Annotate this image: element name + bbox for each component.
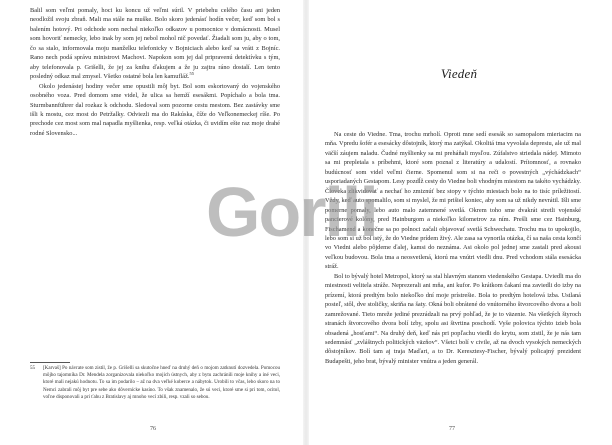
left-page-number: 76 xyxy=(150,426,156,432)
right-paragraph-2: Bol to bývalý hotel Metropol, ktorý sa stal hlavným stanom viedenského Gestapa. Uviedli ma do miestnosti velitela stráže. Neprezerali ani mňa, ani kufor. Po krátkom čakaní ma zaviedli do izby na prízemí, ktorá predtým bolo niekoľko dní moje prístrešie. Bola to predtým hotelová izba. Ustlaná posteľ, stôl, dve stoličky, skriňa na šaty. Okná boli obrátené do vnútorného štvorcového dvora a boli zamrežované. Tieto mreže jediné prezrádzali na prvý pohľad, že je to väzenie. Na všetkých štyroch stranách štvorcového dvora bolí izby, spolu asi štvrtina poschodí. Vyše polovica týchto izieb bola obsadená „hosťami“. Na druhý deň, keď nás pri popľachu viedli do krytu, som zistil, že je nás tam sedemnásť „zvláštnych politických väzňov“. Všetci bolí v civile, až na dvoch vysokých nemeckých dôstojníkov. Bolí tam aj traja Maďari, a to Dr. Keresztesy-Fischer, bývalý policajný prezident Budapešti, jeho brat, bývalý minister vnútra a jeden generál. xyxy=(325,272,581,365)
right-paragraph-1: Na ceste do Viedne. Tma, trochu mrholí. Oproti mne sedí esesák so samopalom mieriacim na mňa. Vpredu šofér a esesácky dôstojník, ktorý ma zatýkal. Okolitá tma vyvolala depresiu, ale už mal väčší záujem naladu. Čudné myšlienky sa mi preháňali mysľou. Zúfalstvo striedala nádej. Mimoto sa mi prepletala s príbehmi, ktoré som poznal z literatúry a udalostí. Prítomnosť, a rovnako budúcnosť som videl veľmi čierne. Spomenul som si na reči o povestných „výchádzkach“ usporiadaných Gestapom. Lesy pozdĺž cesty do Viedne boli vhodným miestom na takéto vychádzky. Človeka zlikvidovať a nechať ho zmiznúť bez stopy v týchto miestach bolo na to tisíc príležitostí. Vždy, keď auto spomalilo, som si myslel, že mi prišiel koniec, aby som sa už nikdy nevrátil. Išli sme pomerne pomaly, lebo auto malo zatemnené svetlá. Okrem toho sme dvakrát stretli vojenské pancierové kolóny, pred Hainburgom a niekoľko kilometrov za ním. Prešli sme cez Hainburg, Fischamend a konečne sa po polnoci začali objavovať svetlá Schwechatu. Trochu ma to upokojilo, lebo som si už bol istý, že do Viedne prídem živý. Ale zasa sa vynorila otázka, čí sa naša cesta končí vo Viedni alebo pôjdeme ďalej, kamsi do neznáma. Asi okolo pol jednej sme zastali pred akousi veľkou budovou. Bola tma a neosvetlená, ktorú ma vnútri viedli dnu. Pred vchodom stála esesácka stráž. xyxy=(325,131,581,271)
right-page-number: 77 xyxy=(449,426,455,432)
footnote-reference: 55 xyxy=(189,71,194,77)
left-paragraph-2: Okolo jedenástej hodiny večer sme opustili môj byt. Bol som eskortovaný do vojenského osobného voza. Pred domom sme videl, že ulica sa hemží esesákmi. Popíchalo a bola tma. Sturmbannführer dal rozkaz k odchodu. Sledoval som pozorne cestu mestom. Bez zastávky sme išli k mostu, cez most do Petržalky. Odviezli ma do Rakúska, číže do Veľkonemeckej ríše. Po prechode cez most som mal napadla myšlienka, resp. veľká otázka, či uvidím ešte raz moje drahé rodné Slovensko... xyxy=(30,82,280,137)
watermark-text: Gorili xyxy=(206,173,377,251)
left-paragraph-1 xyxy=(30,6,280,82)
footnote-text: [Karvaš] Po návrate som zistil, že p. Grišelli sa skutočne hneď na druhý deň o mojom zatknutí dozvedela. Pomocou môjho tajomníka Dr. Mendela zorganizovala niekoľko mojich ústnych, aby z bytu zachránili moje knihy a iné veci, ktoré mali nejakú hodnotu. To sa im podarilo – až na dva veľké koberce a nábytok. Urobili to včas, lebo skoro na to Nemci zabrali môj byt pre sebe ako dôvernícke kasíno. To však znamenalo, že sú veci, ktoré sme si pri tom, ocitol, voľne disponovali a pri ťahu z Bratislavy aj mnoho vecí zbili, resp. vzali so sebou. xyxy=(43,365,280,400)
left-paragraph-1-text: Balil som veľmi pomaly, hoci ku koncu už veľmi súril. V priebehu celého času ani jeden neodložil svoju zbraň. Mali ma stále na muške. Bolo skoro jedenásť hodín večer, keď som bol s balením hotový. Pri odchode som nechal niekoľko odkazov u pomocnice v domácnosti. Musel som hovoriť nemecky, lebo inak by som jej nebol mohol nič povedať. Žiadali som ju, aby o tom, čo sa stalo, informovala moju manželku telefonicky v Bojniciach alebo keď sa vráti z Bojníc. Rano nech podá správu ministrovi Machovi. Napokon som jej dal pripravenú detektívku s tým, aby telefonovala p. Grišelli, že jej za knihu ďakujem a že ju zajtra ráno dostalí. Len tento posledný odkaz mal zmysel. Všetko ostatné bola len kamufláž. xyxy=(30,7,280,81)
left-page-body xyxy=(30,6,280,138)
chapter-title: Viedeň xyxy=(440,66,478,81)
footnote xyxy=(30,365,280,401)
footnote-divider xyxy=(30,362,70,363)
footnote-mark: 55 xyxy=(30,365,36,371)
watermark-logo xyxy=(206,173,406,251)
